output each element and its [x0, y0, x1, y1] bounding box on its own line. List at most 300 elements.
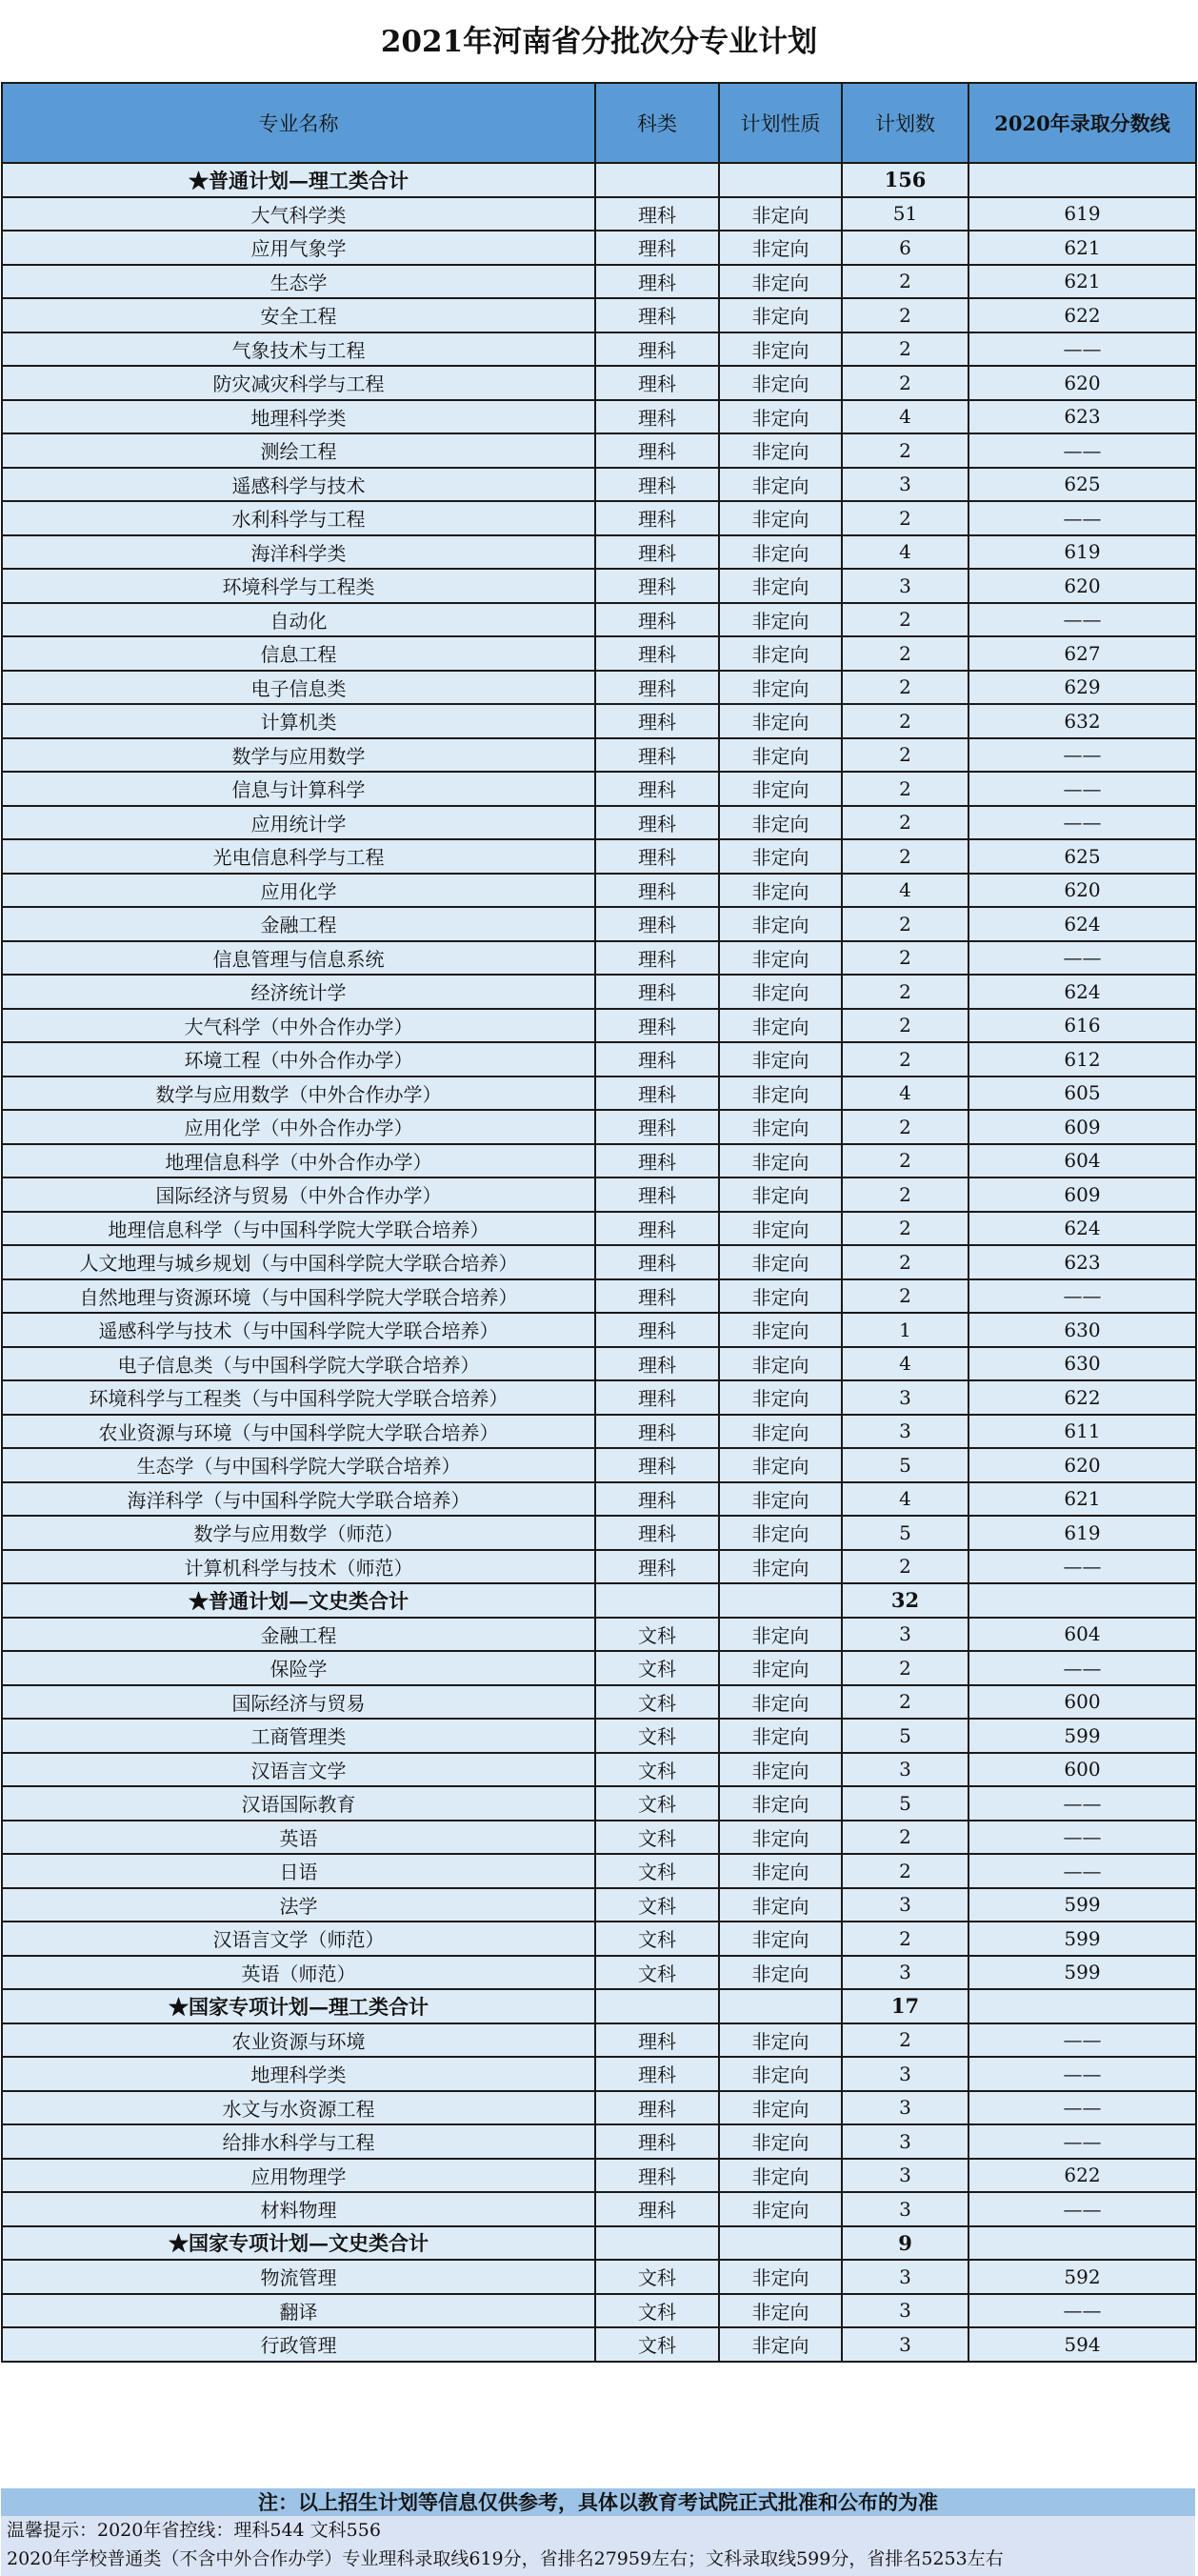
plan-type-cell: 非定向 [719, 433, 842, 468]
table-row [2, 2294, 1196, 2328]
plan-count-cell: 2 [842, 1042, 968, 1077]
plan-count-cell: 5 [842, 1516, 968, 1550]
score-2020-cell: 594 [968, 2327, 1196, 2362]
major-name-cell: 地理信息科学（与中国科学院大学联合培养） [2, 1212, 595, 1246]
plan-count-cell: 2 [842, 1279, 968, 1314]
plan-count-cell: 3 [842, 2192, 968, 2226]
plan-count-cell: 5 [842, 1786, 968, 1821]
category-cell [595, 163, 719, 197]
score-2020-cell: 600 [968, 1753, 1196, 1787]
table-row [2, 400, 1196, 434]
category-cell: 理科 [595, 1279, 719, 1314]
major-name-cell: 防灾减灾科学与工程 [2, 366, 595, 400]
score-2020-cell: 600 [968, 1685, 1196, 1720]
score-2020-cell: —— [968, 433, 1196, 468]
score-2020-cell: 621 [968, 265, 1196, 299]
table-row [2, 468, 1196, 502]
table-row [2, 1009, 1196, 1043]
score-2020-cell: 621 [968, 1482, 1196, 1517]
category-cell: 文科 [595, 2327, 719, 2362]
major-name-cell: 数学与应用数学（中外合作办学） [2, 1077, 595, 1111]
major-name-cell: 自动化 [2, 603, 595, 637]
table-row [2, 1042, 1196, 1077]
category-cell: 文科 [595, 1786, 719, 1821]
score-2020-cell: —— [968, 501, 1196, 535]
major-name-cell: ★普通计划—理工类合计 [2, 163, 595, 197]
plan-type-cell: 非定向 [719, 2294, 842, 2328]
category-cell: 理科 [595, 265, 719, 299]
table-row [2, 2159, 1196, 2193]
plan-count-cell: 2 [842, 1144, 968, 1178]
category-cell: 文科 [595, 1956, 719, 1990]
major-name-cell: 工商管理类 [2, 1719, 595, 1753]
plan-count-cell: 51 [842, 197, 968, 231]
table-row [2, 1077, 1196, 1111]
table-row [2, 1719, 1196, 1753]
plan-count-cell: 4 [842, 400, 968, 434]
score-2020-cell: 623 [968, 400, 1196, 434]
plan-count-cell: 6 [842, 231, 968, 265]
major-name-cell: 经济统计学 [2, 975, 595, 1009]
major-name-cell: 遥感科学与技术（与中国科学院大学联合培养） [2, 1313, 595, 1347]
plan-type-cell: 非定向 [719, 2159, 842, 2193]
table-row [2, 366, 1196, 400]
score-2020-cell: —— [968, 941, 1196, 976]
col-header-category: 科类 [595, 83, 719, 163]
major-name-cell: 水利科学与工程 [2, 501, 595, 535]
category-cell: 理科 [595, 2057, 719, 2091]
major-name-cell: 农业资源与环境（与中国科学院大学联合培养） [2, 1415, 595, 1449]
major-name-cell: 信息管理与信息系统 [2, 941, 595, 976]
plan-count-cell: 4 [842, 1482, 968, 1517]
plan-count-cell: 2 [842, 1854, 968, 1888]
major-name-cell: 自然地理与资源环境（与中国科学院大学联合培养） [2, 1279, 595, 1314]
plan-type-cell: 非定向 [719, 1753, 842, 1787]
score-2020-cell: 611 [968, 1415, 1196, 1449]
table-row [2, 1415, 1196, 1449]
major-name-cell: ★国家专项计划—理工类合计 [2, 1989, 595, 2023]
section-total-row [2, 1989, 1196, 2023]
tip-line: 温馨提示：2020年省控线：理科544 文科556 [7, 2520, 381, 2541]
plan-count-cell: 2 [842, 941, 968, 976]
plan-type-cell: 非定向 [719, 1719, 842, 1753]
category-cell: 文科 [595, 1922, 719, 1956]
major-name-cell: 汉语言文学（师范） [2, 1922, 595, 1956]
major-name-cell: 金融工程 [2, 1618, 595, 1652]
major-name-cell: 应用化学（中外合作办学） [2, 1110, 595, 1144]
table-row [2, 806, 1196, 840]
tip-line: 2020年学校普通类（不含中外合作办学）专业理科录取线619分，省排名27959左右；文科录取线599分，省排名5253左右 [7, 2548, 1004, 2569]
table-row [2, 636, 1196, 671]
major-name-cell: 行政管理 [2, 2327, 595, 2362]
plan-count-cell: 2 [842, 704, 968, 738]
plan-type-cell: 非定向 [719, 332, 842, 367]
plan-type-cell: 非定向 [719, 1516, 842, 1550]
plan-count-cell: 3 [842, 1753, 968, 1787]
category-cell: 理科 [595, 1009, 719, 1043]
table-row [2, 535, 1196, 570]
major-name-cell: 环境工程（中外合作办学） [2, 1042, 595, 1077]
plan-count-cell: 2 [842, 603, 968, 637]
major-name-cell: 给排水科学与工程 [2, 2124, 595, 2159]
table-row [2, 569, 1196, 603]
plan-count-cell: 3 [842, 2260, 968, 2294]
plan-type-cell: 非定向 [719, 1415, 842, 1449]
table-row [2, 433, 1196, 468]
category-cell: 理科 [595, 501, 719, 535]
category-cell: 理科 [595, 839, 719, 874]
major-name-cell: 数学与应用数学 [2, 738, 595, 773]
score-2020-cell: 620 [968, 366, 1196, 400]
plan-type-cell: 非定向 [719, 1009, 842, 1043]
plan-type-cell: 非定向 [719, 501, 842, 535]
tips-box [1, 2516, 1195, 2576]
score-2020-cell: —— [968, 2124, 1196, 2159]
enrollment-plan-table [1, 82, 1197, 2363]
score-2020-cell: 616 [968, 1009, 1196, 1043]
table-row [2, 265, 1196, 299]
score-2020-cell [968, 1989, 1196, 2023]
score-2020-cell: —— [968, 2294, 1196, 2328]
score-2020-cell: —— [968, 1550, 1196, 1584]
plan-type-cell: 非定向 [719, 806, 842, 840]
score-2020-cell: 604 [968, 1144, 1196, 1178]
category-cell: 理科 [595, 704, 719, 738]
score-2020-cell: 625 [968, 468, 1196, 502]
category-cell: 理科 [595, 298, 719, 332]
category-cell: 文科 [595, 1651, 719, 1685]
table-row [2, 1854, 1196, 1888]
score-2020-cell: 609 [968, 1110, 1196, 1144]
col-header-plan-type: 计划性质 [719, 83, 842, 163]
table-row [2, 298, 1196, 332]
score-2020-cell: 592 [968, 2260, 1196, 2294]
major-name-cell: 法学 [2, 1888, 595, 1922]
plan-type-cell: 非定向 [719, 1212, 842, 1246]
table-row [2, 2091, 1196, 2125]
section-total-row [2, 163, 1196, 197]
category-cell: 文科 [595, 1888, 719, 1922]
score-2020-cell: —— [968, 806, 1196, 840]
category-cell: 理科 [595, 231, 719, 265]
plan-type-cell: 非定向 [719, 1313, 842, 1347]
table-row [2, 1110, 1196, 1144]
plan-count-cell: 2 [842, 1922, 968, 1956]
plan-count-cell: 1 [842, 1313, 968, 1347]
major-name-cell: 地理科学类 [2, 2057, 595, 2091]
plan-count-cell: 2 [842, 975, 968, 1009]
score-2020-cell: 632 [968, 704, 1196, 738]
plan-count-cell: 3 [842, 1888, 968, 1922]
major-name-cell: 翻译 [2, 2294, 595, 2328]
table-row [2, 603, 1196, 637]
plan-count-cell: 2 [842, 501, 968, 535]
plan-type-cell: 非定向 [719, 738, 842, 773]
plan-type-cell [719, 1989, 842, 2023]
plan-count-cell: 2 [842, 839, 968, 874]
major-name-cell: 保险学 [2, 1651, 595, 1685]
plan-type-cell: 非定向 [719, 1279, 842, 1314]
plan-type-cell: 非定向 [719, 1618, 842, 1652]
plan-count-cell: 2 [842, 332, 968, 367]
major-name-cell: 汉语言文学 [2, 1753, 595, 1787]
category-cell: 文科 [595, 1854, 719, 1888]
plan-type-cell [719, 163, 842, 197]
plan-count-cell: 2 [842, 1550, 968, 1584]
plan-type-cell: 非定向 [719, 1144, 842, 1178]
category-cell: 理科 [595, 874, 719, 908]
category-cell: 文科 [595, 1719, 719, 1753]
category-cell: 理科 [595, 907, 719, 941]
plan-type-cell: 非定向 [719, 975, 842, 1009]
plan-count-cell: 2 [842, 1212, 968, 1246]
table-row [2, 2124, 1196, 2159]
plan-count-cell: 2 [842, 265, 968, 299]
score-2020-cell: —— [968, 738, 1196, 773]
category-cell: 理科 [595, 569, 719, 603]
plan-count-cell: 3 [842, 1956, 968, 1990]
score-2020-cell: —— [968, 1821, 1196, 1855]
table-row [2, 2057, 1196, 2091]
plan-count-cell: 3 [842, 2294, 968, 2328]
plan-count-cell: 3 [842, 2159, 968, 2193]
category-cell [595, 2226, 719, 2261]
table-row [2, 975, 1196, 1009]
plan-count-cell: 2 [842, 1821, 968, 1855]
category-cell: 文科 [595, 1618, 719, 1652]
category-cell: 理科 [595, 1482, 719, 1517]
category-cell: 理科 [595, 671, 719, 705]
table-row [2, 332, 1196, 367]
category-cell: 理科 [595, 2023, 719, 2058]
table-row [2, 1347, 1196, 1381]
major-name-cell: 计算机科学与技术（师范） [2, 1550, 595, 1584]
major-name-cell: 安全工程 [2, 298, 595, 332]
table-row [2, 907, 1196, 941]
table-row [2, 2192, 1196, 2226]
major-name-cell: 海洋科学类 [2, 535, 595, 570]
plan-count-cell: 2 [842, 2023, 968, 2058]
category-cell: 理科 [595, 1144, 719, 1178]
score-2020-cell: 609 [968, 1177, 1196, 1212]
category-cell: 理科 [595, 636, 719, 671]
table-row [2, 704, 1196, 738]
category-cell: 理科 [595, 197, 719, 231]
major-name-cell: 海洋科学（与中国科学院大学联合培养） [2, 1482, 595, 1517]
score-2020-cell: 621 [968, 231, 1196, 265]
table-row [2, 1550, 1196, 1584]
category-cell [595, 1989, 719, 2023]
plan-type-cell: 非定向 [719, 2260, 842, 2294]
col-header-2020-score: 2020年录取分数线 [968, 83, 1196, 163]
table-row [2, 941, 1196, 976]
score-2020-cell: —— [968, 332, 1196, 367]
score-2020-cell: 599 [968, 1956, 1196, 1990]
plan-type-cell: 非定向 [719, 1380, 842, 1415]
plan-type-cell: 非定向 [719, 265, 842, 299]
category-cell: 理科 [595, 366, 719, 400]
score-2020-cell [968, 163, 1196, 197]
category-cell: 理科 [595, 1380, 719, 1415]
plan-type-cell: 非定向 [719, 468, 842, 502]
major-name-cell: 电子信息类（与中国科学院大学联合培养） [2, 1347, 595, 1381]
plan-count-cell: 2 [842, 1245, 968, 1279]
table-row [2, 1177, 1196, 1212]
category-cell: 理科 [595, 1077, 719, 1111]
plan-count-cell: 3 [842, 1380, 968, 1415]
table-row [2, 1482, 1196, 1517]
category-cell: 理科 [595, 400, 719, 434]
plan-count-cell: 2 [842, 366, 968, 400]
disclaimer-note: 注：以上招生计划等信息仅供参考，具体以教育考试院正式批准和公布的为准 [1, 2488, 1195, 2516]
major-name-cell: 英语（师范） [2, 1956, 595, 1990]
category-cell: 理科 [595, 1313, 719, 1347]
plan-type-cell: 非定向 [719, 1177, 842, 1212]
major-name-cell: 应用气象学 [2, 231, 595, 265]
major-name-cell: 电子信息类 [2, 671, 595, 705]
category-cell: 理科 [595, 2091, 719, 2125]
plan-count-cell: 3 [842, 1415, 968, 1449]
plan-type-cell: 非定向 [719, 941, 842, 976]
plan-count-cell: 3 [842, 569, 968, 603]
plan-type-cell: 非定向 [719, 636, 842, 671]
table-row [2, 671, 1196, 705]
category-cell: 理科 [595, 1042, 719, 1077]
section-total-row [2, 1583, 1196, 1618]
score-2020-cell: 604 [968, 1618, 1196, 1652]
plan-count-cell: 5 [842, 1448, 968, 1482]
plan-count-cell: 3 [842, 2327, 968, 2362]
score-2020-cell: —— [968, 2023, 1196, 2058]
plan-type-cell: 非定向 [719, 1245, 842, 1279]
plan-count-cell: 4 [842, 1077, 968, 1111]
plan-type-cell: 非定向 [719, 907, 842, 941]
score-2020-cell: —— [968, 1651, 1196, 1685]
score-2020-cell: 627 [968, 636, 1196, 671]
major-name-cell: 信息工程 [2, 636, 595, 671]
plan-type-cell: 非定向 [719, 2192, 842, 2226]
category-cell: 文科 [595, 2260, 719, 2294]
category-cell: 理科 [595, 975, 719, 1009]
plan-count-cell: 4 [842, 535, 968, 570]
category-cell: 理科 [595, 941, 719, 976]
score-2020-cell: 624 [968, 975, 1196, 1009]
col-header-plan-count: 计划数 [842, 83, 968, 163]
plan-type-cell: 非定向 [719, 1956, 842, 1990]
category-cell: 文科 [595, 1821, 719, 1855]
plan-count-cell: 2 [842, 1651, 968, 1685]
score-2020-cell: —— [968, 1279, 1196, 1314]
major-name-cell: 英语 [2, 1821, 595, 1855]
plan-type-cell: 非定向 [719, 1786, 842, 1821]
score-2020-cell: —— [968, 1854, 1196, 1888]
score-2020-cell: 620 [968, 1448, 1196, 1482]
category-cell: 理科 [595, 1415, 719, 1449]
score-2020-cell: —— [968, 772, 1196, 806]
score-2020-cell: —— [968, 2057, 1196, 2091]
major-name-cell: 计算机类 [2, 704, 595, 738]
score-2020-cell: 599 [968, 1888, 1196, 1922]
plan-type-cell: 非定向 [719, 400, 842, 434]
category-cell: 理科 [595, 1177, 719, 1212]
table-row [2, 1685, 1196, 1720]
major-name-cell: 农业资源与环境 [2, 2023, 595, 2058]
plan-type-cell: 非定向 [719, 1550, 842, 1584]
major-name-cell: 地理科学类 [2, 400, 595, 434]
score-2020-cell: 599 [968, 1922, 1196, 1956]
plan-count-cell: 17 [842, 1989, 968, 2023]
major-name-cell: 汉语国际教育 [2, 1786, 595, 1821]
table-row [2, 1922, 1196, 1956]
category-cell: 理科 [595, 806, 719, 840]
score-2020-cell: 629 [968, 671, 1196, 705]
category-cell: 理科 [595, 535, 719, 570]
table-row [2, 1144, 1196, 1178]
plan-count-cell: 3 [842, 2124, 968, 2159]
score-2020-cell: 619 [968, 1516, 1196, 1550]
plan-count-cell: 2 [842, 433, 968, 468]
major-name-cell: 水文与水资源工程 [2, 2091, 595, 2125]
score-2020-cell: 622 [968, 2159, 1196, 2193]
table-row [2, 874, 1196, 908]
major-name-cell: 生态学 [2, 265, 595, 299]
major-name-cell: 人文地理与城乡规划（与中国科学院大学联合培养） [2, 1245, 595, 1279]
table-row [2, 2260, 1196, 2294]
plan-count-cell: 3 [842, 1618, 968, 1652]
category-cell: 理科 [595, 1448, 719, 1482]
major-name-cell: 环境科学与工程类 [2, 569, 595, 603]
table-row [2, 1212, 1196, 1246]
category-cell: 理科 [595, 2124, 719, 2159]
plan-count-cell: 2 [842, 1685, 968, 1720]
major-name-cell: 光电信息科学与工程 [2, 839, 595, 874]
plan-type-cell: 非定向 [719, 603, 842, 637]
table-row [2, 1821, 1196, 1855]
plan-type-cell: 非定向 [719, 772, 842, 806]
plan-type-cell: 非定向 [719, 2327, 842, 2362]
score-2020-cell: 599 [968, 1719, 1196, 1753]
major-name-cell: 遥感科学与技术 [2, 468, 595, 502]
plan-type-cell: 非定向 [719, 231, 842, 265]
plan-count-cell: 2 [842, 298, 968, 332]
score-2020-cell: 605 [968, 1077, 1196, 1111]
score-2020-cell: 619 [968, 197, 1196, 231]
table-row [2, 1651, 1196, 1685]
category-cell: 理科 [595, 2159, 719, 2193]
major-name-cell: 应用物理学 [2, 2159, 595, 2193]
score-2020-cell: —— [968, 2091, 1196, 2125]
plan-count-cell: 2 [842, 738, 968, 773]
table-row [2, 839, 1196, 874]
score-2020-cell: 630 [968, 1313, 1196, 1347]
score-2020-cell: 623 [968, 1245, 1196, 1279]
major-name-cell: 物流管理 [2, 2260, 595, 2294]
category-cell: 理科 [595, 332, 719, 367]
plan-count-cell: 2 [842, 636, 968, 671]
plan-count-cell: 3 [842, 2057, 968, 2091]
plan-type-cell: 非定向 [719, 535, 842, 570]
score-2020-cell: 622 [968, 1380, 1196, 1415]
plan-type-cell: 非定向 [719, 874, 842, 908]
score-2020-cell: 620 [968, 874, 1196, 908]
table-row [2, 1516, 1196, 1550]
score-2020-cell: 619 [968, 535, 1196, 570]
major-name-cell: 气象技术与工程 [2, 332, 595, 367]
score-2020-cell: 612 [968, 1042, 1196, 1077]
plan-count-cell: 9 [842, 2226, 968, 2261]
plan-count-cell: 2 [842, 806, 968, 840]
plan-type-cell: 非定向 [719, 839, 842, 874]
